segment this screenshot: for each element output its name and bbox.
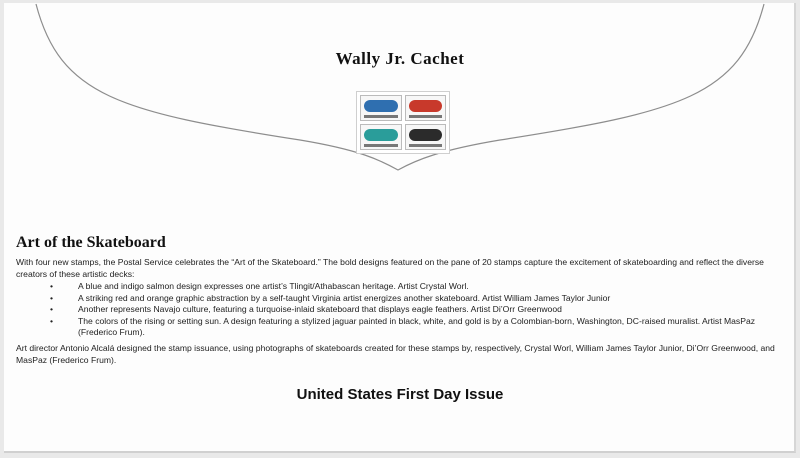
list-item-text: The colors of the rising or setting sun. A design featuring a stylized jaguar painted in black, white, and gold is by a Colombian-born, Washington, DC-raised muralist. Artist MasPaz (Frederico Frum). xyxy=(78,315,756,337)
list-item xyxy=(16,316,786,339)
article-title: Art of the Skateboard xyxy=(16,234,166,251)
stamp-1 xyxy=(360,95,402,121)
stamp-3 xyxy=(360,124,402,150)
list-item xyxy=(16,293,786,305)
cachet-title: Wally Jr. Cachet xyxy=(335,49,465,68)
article-intro: With four new stamps, the Postal Service celebrates the “Art of the Skateboard.” The bold designs featured on the pane of 20 stamps capture the excitement of skateboarding and reflect the diverse creators of these artistic decks: xyxy=(16,257,764,279)
bullet-icon: • xyxy=(50,304,54,314)
list-item-text: A blue and indigo salmon design expresses one artist’s Tlingit/Athabascan heritage. Artist Crystal Worl. xyxy=(78,281,469,291)
bullet-icon: • xyxy=(50,292,54,303)
list-item-text: A striking red and orange graphic abstraction by a self-taught Virginia artist energizes another skateboard. Artist William James Taylor Junior xyxy=(78,292,611,303)
stamp-block xyxy=(356,91,450,154)
list-item xyxy=(16,304,786,316)
bullet-icon: • xyxy=(50,281,54,291)
list-item-text: Another represents Navajo culture, featuring a turquoise-inlaid skateboard that displays eagle feathers. Artist Di’Orr Greenwood xyxy=(78,304,562,314)
first-day-issue-label: United States First Day Issue xyxy=(296,386,504,403)
artist-list xyxy=(16,281,786,339)
stamp-2 xyxy=(405,95,447,121)
bullet-icon: • xyxy=(50,315,54,326)
article-director-note: Art director Antonio Alcalá designed the stamp issuance, using photographs of skateboards created for these stamps by, respectively, Crystal Worl, William James Taylor Junior, Di’Orr Greenwood, and MasPaz (Frederico Frum). xyxy=(16,343,775,365)
list-item xyxy=(16,281,786,293)
stamp-4 xyxy=(405,124,447,150)
